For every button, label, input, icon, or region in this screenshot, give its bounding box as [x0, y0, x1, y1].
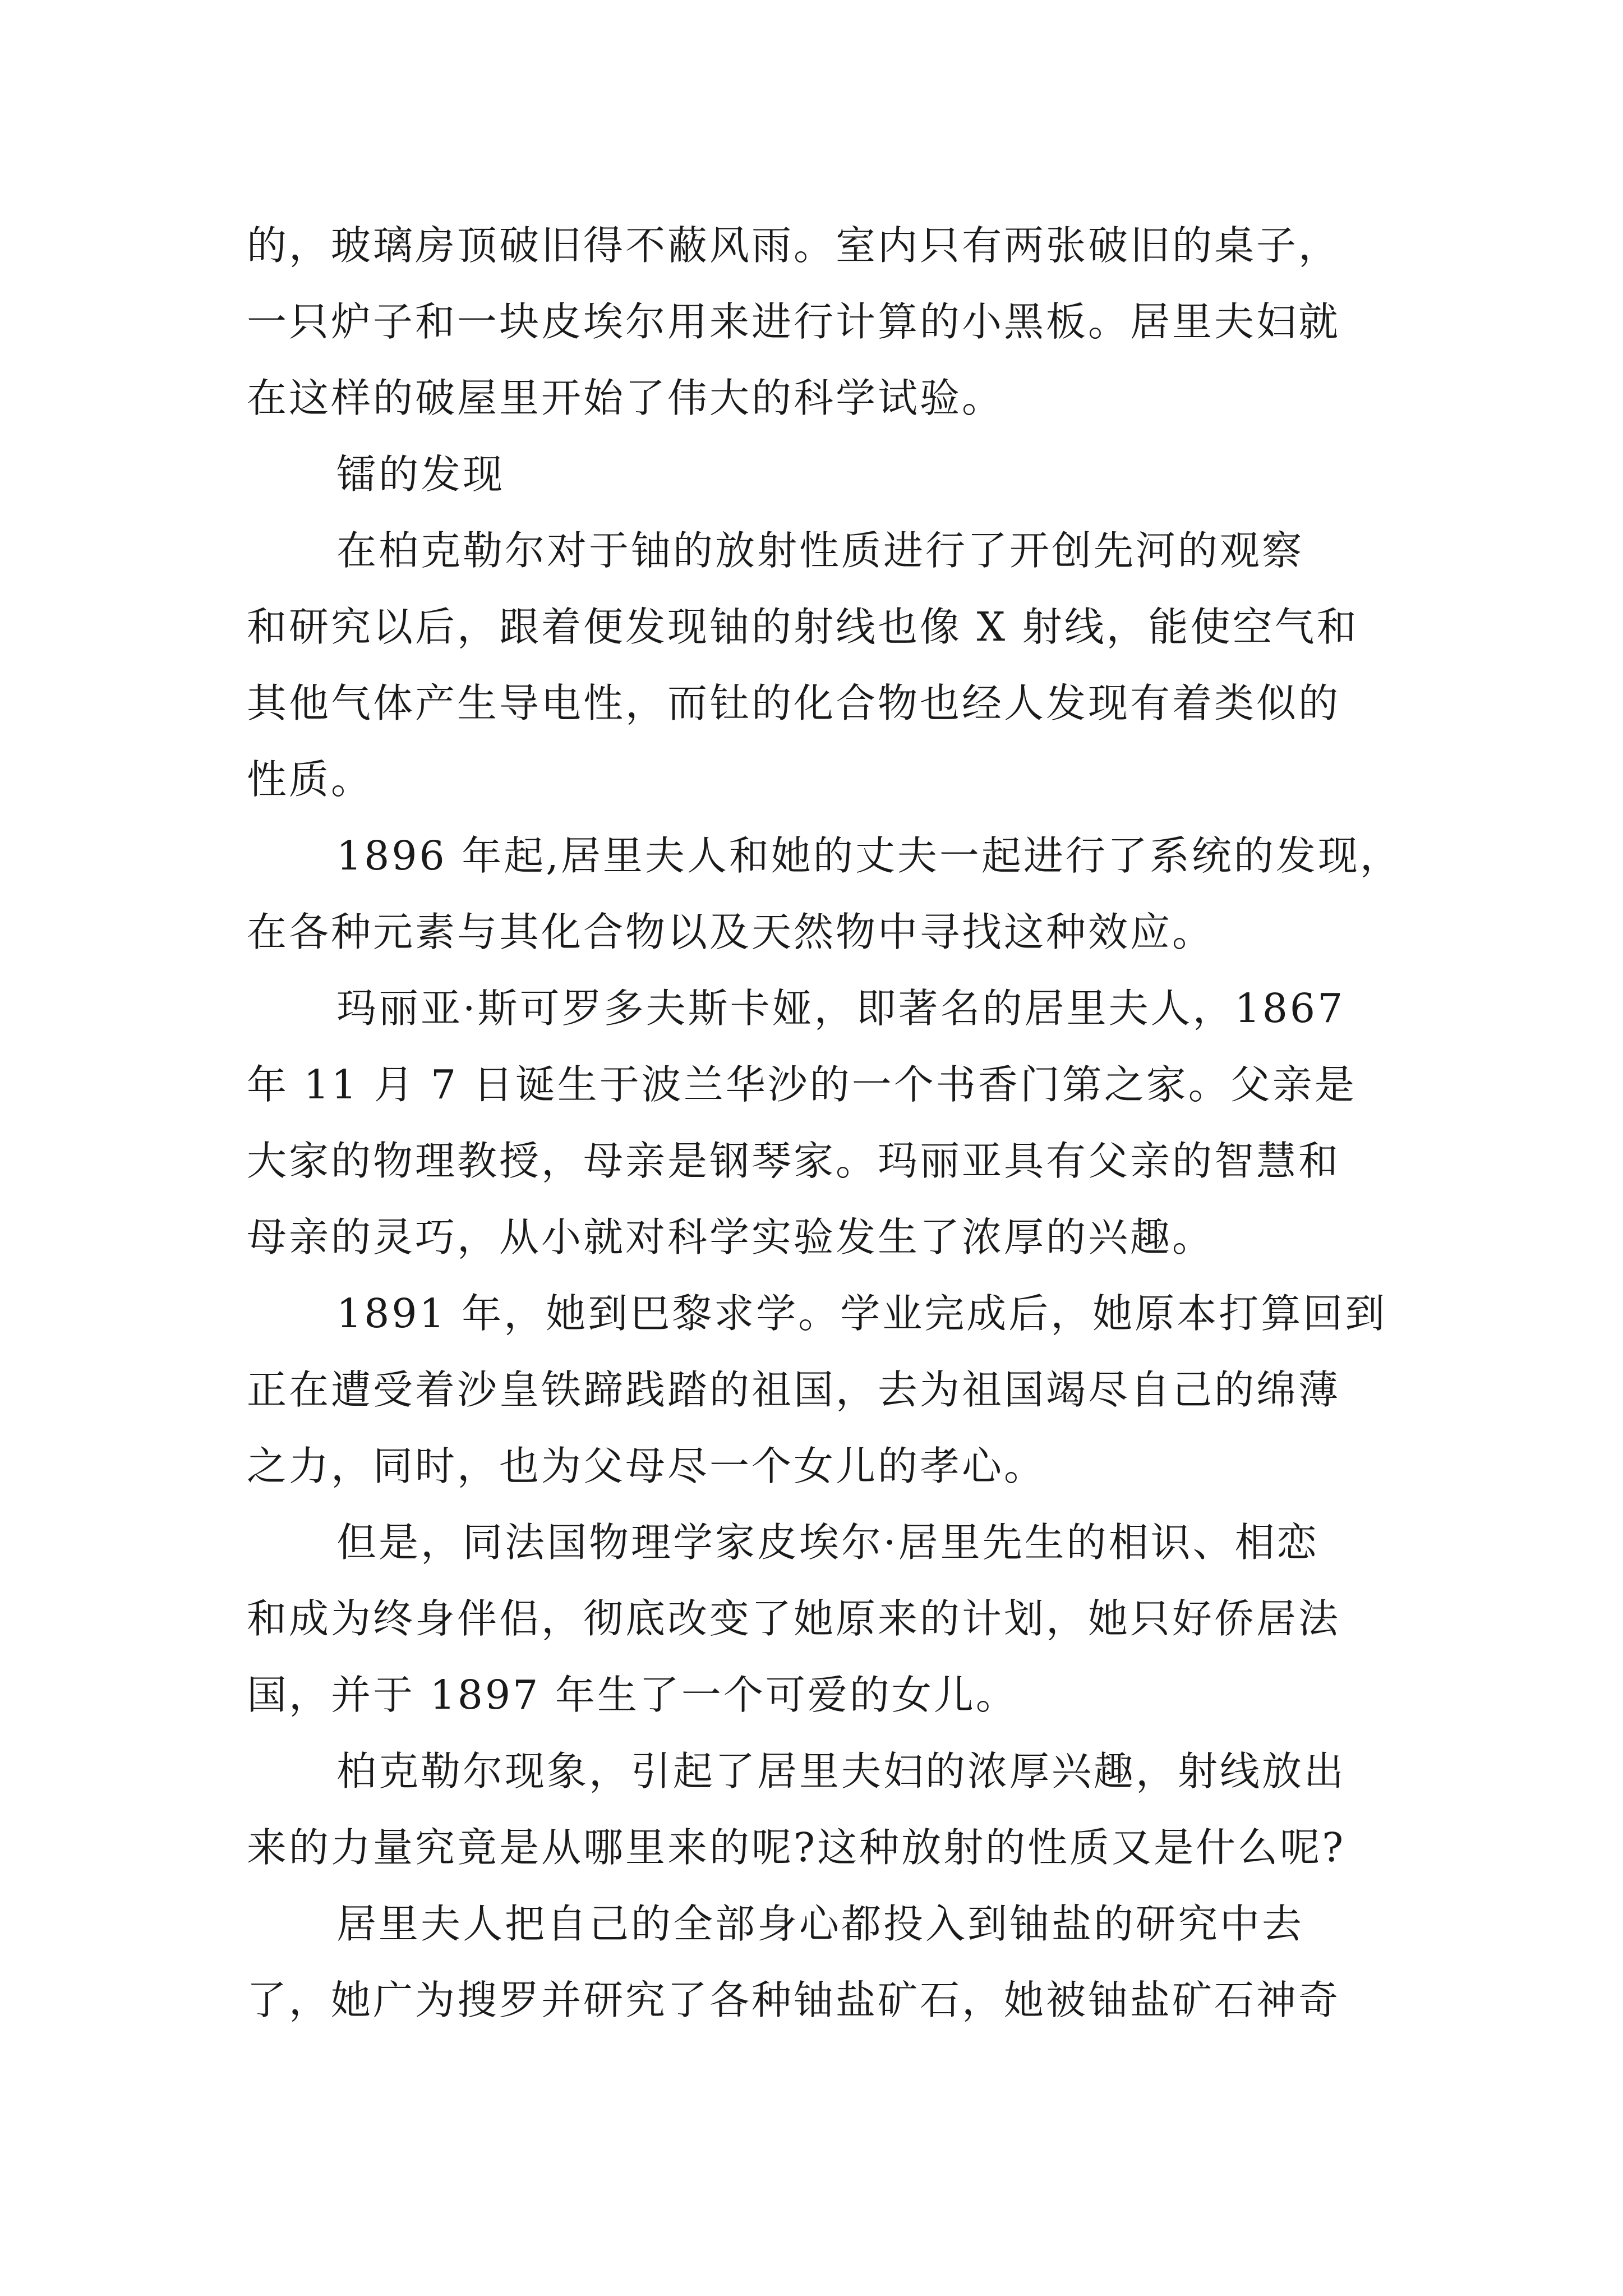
text-line: 在柏克勒尔对于铀的放射性质进行了开创先河的观察	[336, 527, 1304, 574]
text-line: 正在遭受着沙皇铁蹄践踏的祖国，去为祖国竭尽自己的绵薄	[247, 1366, 1341, 1413]
text-line: 之力，同时，也为父母尽一个女儿的孝心。	[247, 1443, 1046, 1489]
text-line: 母亲的灵巧，从小就对科学实验发生了浓厚的兴趣。	[247, 1214, 1215, 1260]
text-line: 玛丽亚·斯可罗多夫斯卡娅，即著名的居里夫人，1867	[336, 985, 1345, 1032]
body-text	[247, 208, 1413, 2039]
text-line: 镭的发现	[336, 451, 505, 498]
text-line: 一只炉子和一块皮埃尔用来进行计算的小黑板。居里夫妇就	[247, 298, 1341, 345]
text-line: 和成为终身伴侣，彻底改变了她原来的计划，她只好侨居法	[247, 1595, 1341, 1642]
text-line: 的，玻璃房顶破旧得不蔽风雨。室内只有两张破旧的桌子，	[247, 222, 1341, 269]
text-line: 在这样的破屋里开始了伟大的科学试验。	[247, 375, 1004, 421]
text-line: 1896 年起,居里夫人和她的丈夫一起进行了系统的发现，	[336, 832, 1402, 879]
text-line: 国，并于 1897 年生了一个可爱的女儿。	[247, 1672, 1018, 1718]
text-line: 性质。	[247, 756, 374, 803]
text-line: 1891 年，她到巴黎求学。学业完成后，她原本打算回到	[336, 1290, 1387, 1337]
text-line: 但是，同法国物理学家皮埃尔·居里先生的相识、相恋	[336, 1519, 1319, 1566]
text-line: 居里夫人把自己的全部身心都投入到铀盐的研究中去	[336, 1901, 1304, 1947]
text-line: 在各种元素与其化合物以及天然物中寻找这种效应。	[247, 909, 1215, 955]
text-line: 了，她广为搜罗并研究了各种铀盐矿石，她被铀盐矿石神奇	[247, 1977, 1341, 2023]
text-line: 柏克勒尔现象，引起了居里夫妇的浓厚兴趣，射线放出	[336, 1748, 1347, 1795]
text-line: 其他气体产生导电性，而钍的化合物也经人发现有着类似的	[247, 680, 1341, 726]
text-line: 和研究以后，跟着便发现铀的射线也像 X 射线，能使空气和	[247, 604, 1359, 650]
text-line: 年 11 月 7 日诞生于波兰华沙的一个书香门第之家。父亲是	[247, 1061, 1357, 1108]
text-line: 来的力量究竟是从哪里来的呢?这种放射的性质又是什么呢?	[247, 1824, 1346, 1871]
text-line: 大家的物理教授，母亲是钢琴家。玛丽亚具有父亲的智慧和	[247, 1138, 1341, 1184]
